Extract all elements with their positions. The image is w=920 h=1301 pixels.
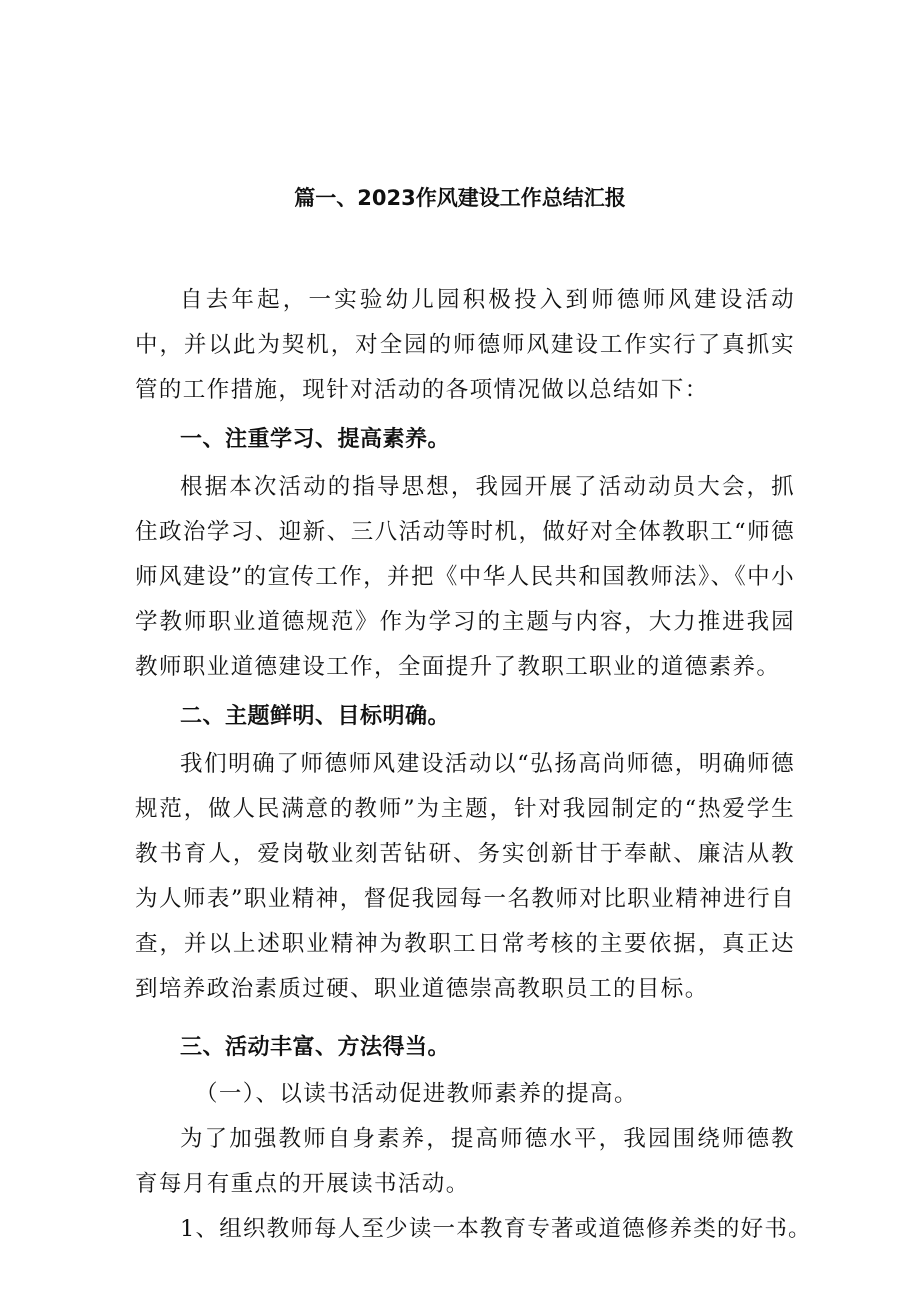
section-1-heading: 一、注重学习、提高素养。: [180, 427, 451, 452]
intro-paragraph: 自去年起，一实验幼儿园积极投入到师德师风建设活动中，并以此为契机，对全园的师德师风建设工作实行了真抓实管的工作措施，现针对活动的各项情况做以总结如下：: [135, 287, 795, 403]
section-1-paragraph: 根据本次活动的指导思想，我园开展了活动动员大会，抓住政治学习、迎新、三八活动等时机，做好对全体教职工“师德师风建设”的宣传工作，并把《中华人民共和国教师法》、《中小学教师职业道德规范》作为学习的主题与内容，大力推进我园教师职业道德建设工作，全面提升了教职工职业的道德素养。: [135, 474, 795, 680]
document-title: 篇一、2023作风建设工作总结汇报: [294, 186, 626, 210]
section-3-list-item: 1、组织教师每人至少读一本教育专著或道德修养类的好书。: [180, 1216, 812, 1242]
section-3-heading: 三、活动丰富、方法得当。: [180, 1035, 451, 1060]
section-2-paragraph: 我们明确了师德师风建设活动以“弘扬高尚师德，明确师德规范，做人民满意的教师”为主题，针对我园制定的“热爱学生教书育人，爱岗敬业刻苦钻研、务实创新甘于奉献、廉洁从教为人师表”职业精神，督促我园每一名教师对比职业精神进行自查，并以上述职业精神为教职工日常考核的主要依据，真正达到培养政治素质过硬、职业道德崇高教职员工的目标。: [135, 751, 795, 1002]
section-3-subheading: （一）、以读书活动促进教师素养的提高。: [195, 1081, 638, 1107]
document-body: [135, 278, 812, 1252]
section-3-paragraph: 为了加强教师自身素养，提高师德水平，我园围绕师德教育每月有重点的开展读书活动。: [135, 1126, 795, 1197]
section-2-heading: 二、主题鲜明、目标明确。: [180, 704, 451, 729]
